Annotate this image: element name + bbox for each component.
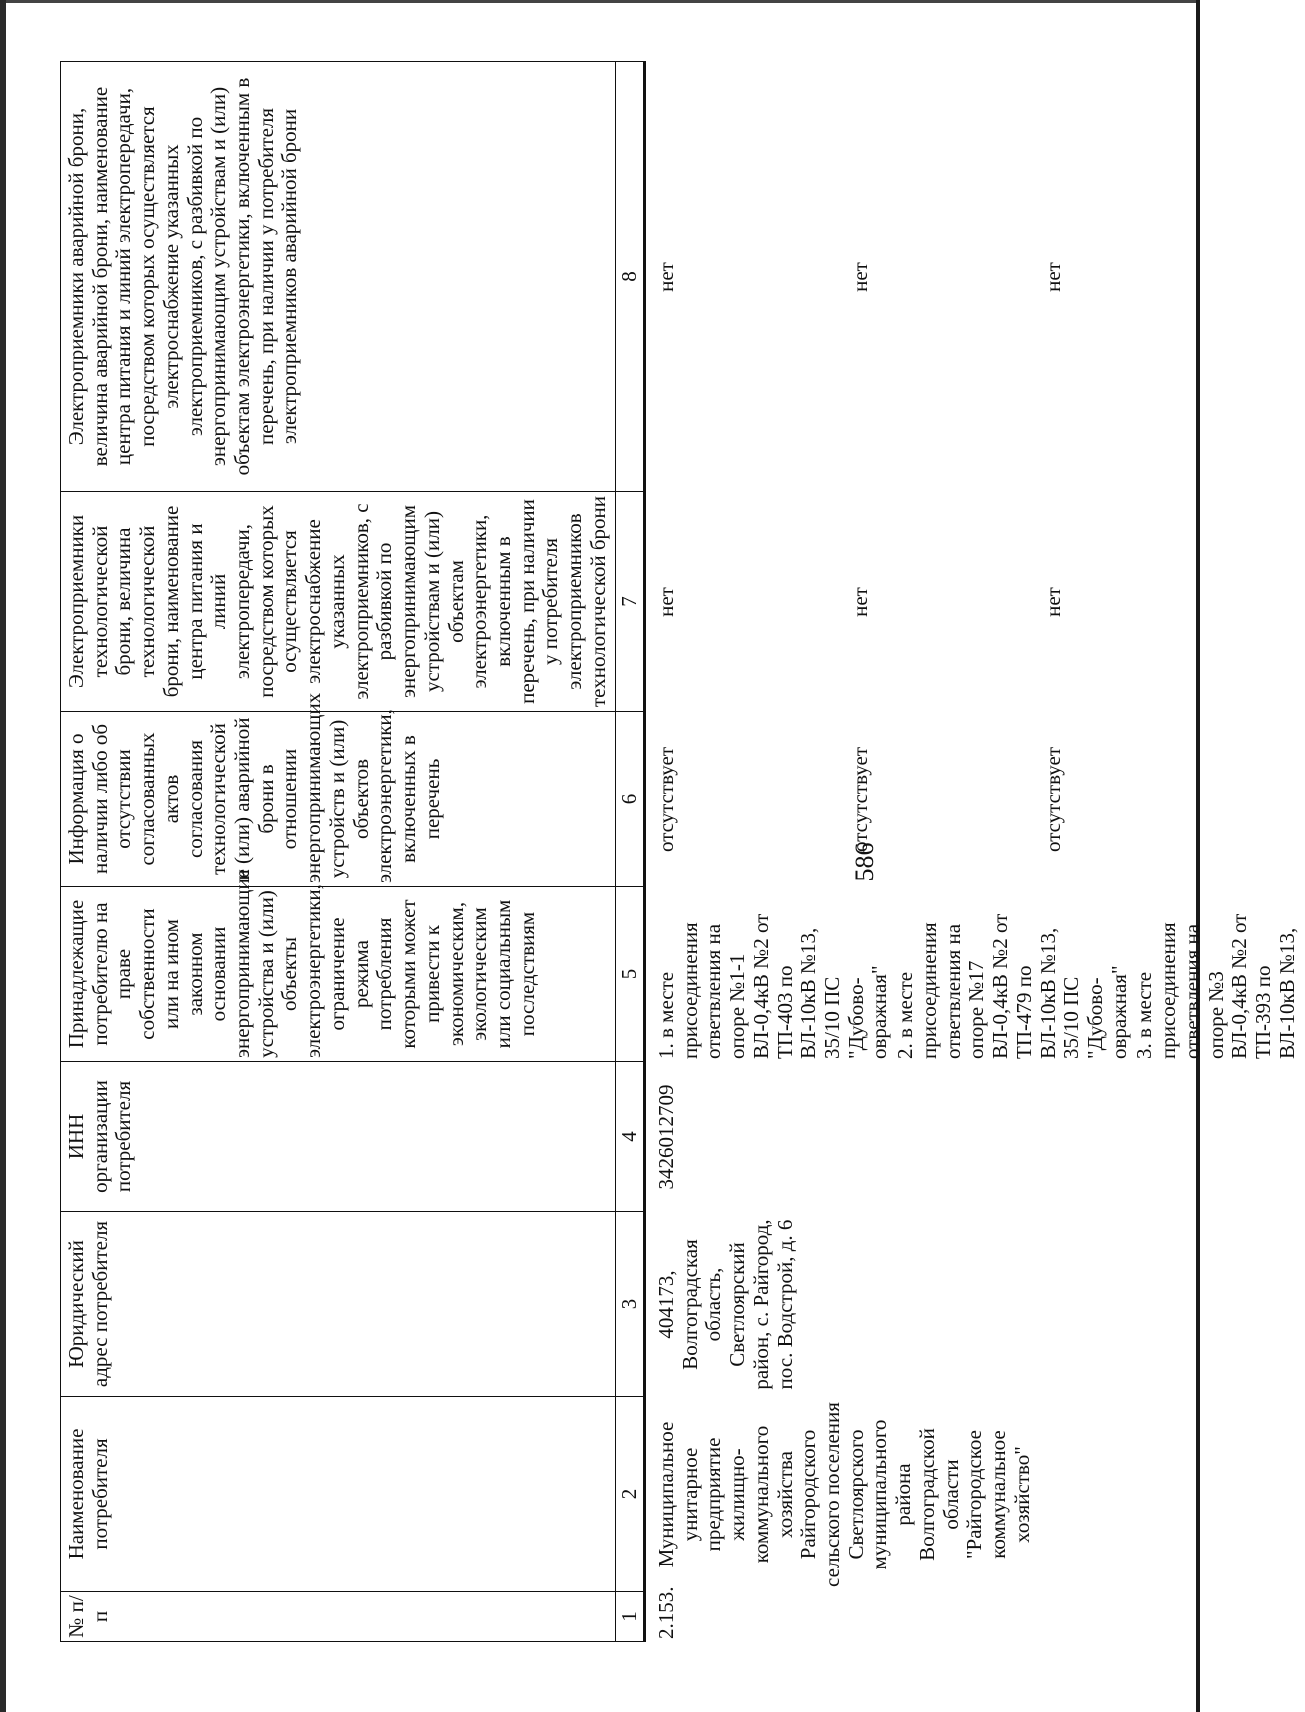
emergency-reserve-item: нет (1041, 262, 1066, 292)
header-cell: Информация о наличии либо об отсутствии согласованных актов согласования технологической и (или) аварийной брони в отношении энергопринимающих устройств и (или) объектов электроэнергетики, включенных в перечень (61, 712, 616, 887)
table-header (60, 61, 646, 1642)
devices-cell (651, 887, 1305, 1062)
header-cell: Электроприемники технологической брони, величина технологической брони, наименование центра питания и линий электропередачи, посредством которых осуществляется электроснабжение указанных электроприемников, с разбивкой по энергопринимающим устройствам и (или) объектам электроэнергетики, включенным в перечень, при наличии у потребителя электроприемников технологической брони (61, 492, 616, 712)
row-number: 2.153. (654, 1586, 678, 1639)
header-cell: Принадлежащие потребителю на праве собственности или на ином законном основании энергопринимающие устройства и (или) объекты электроэнергетики, ограничение режима потребления которыми может привести к экономическим, экологическим или социальным последствиям (61, 887, 616, 1062)
header-cell: Юридический адрес потребителя (61, 1212, 616, 1397)
tech-reserve-item: нет (1041, 587, 1066, 617)
column-number: 3 (615, 1212, 645, 1397)
table-body (651, 62, 1305, 1642)
device-item: 3. в месте присоединения ответвления на опоре №3 ВЛ-0,4кВ №2 от ТП-393 по ВЛ-10кВ №13, (1132, 913, 1299, 1059)
consumer-name: Муниципальное унитарное предприятие жилищно-коммунального хозяйства Райгородского сельского поселения Светлоярского муниципального района Волгоградской области "Райгородское коммунальное хозяйство" (654, 1402, 1034, 1587)
column-number: 8 (615, 62, 645, 492)
column-number: 5 (615, 887, 645, 1062)
tech-reserve-cell (651, 492, 1305, 712)
acts-item: отсутствует (1041, 746, 1066, 853)
device-item: 2. в месте присоединения ответвления на опоре №17 ВЛ-0,4кВ №2 от ТП-479 по ВЛ-10кВ №13, 35/10 ПС "Дубово-овражная" (893, 913, 1131, 1059)
emergency-reserve-cell (651, 62, 1305, 492)
acts-item: отсутствует (654, 746, 678, 853)
column-number-row (615, 62, 645, 1642)
legal-address: 404173, Волгоградская область, Светлоярский район, с. Райгород, пос. Водстрой, д. 6 (654, 1219, 797, 1390)
inn: 3426012709 (654, 1084, 678, 1190)
column-number: 6 (615, 712, 645, 887)
column-number: 7 (615, 492, 645, 712)
header-cell: Наименование потребителя (61, 1397, 616, 1592)
header-cell: Электроприемники аварийной брони, величина аварийной брони, наименование центра питания и линий электропередачи, посредством которых осуществляется электроснабжение указанных электроприемников, с разбивкой по энергопринимающим устройствам и (или) объектам электроэнергетики, включенным в перечень, при наличии у потребителя электроприемников аварийной брони (61, 62, 616, 492)
acts-cell (651, 712, 1305, 887)
tech-reserve-item: нет (654, 587, 678, 617)
acts-item: отсутствует (847, 746, 872, 853)
tech-reserve-item: нет (847, 587, 872, 617)
column-number: 4 (615, 1062, 645, 1212)
emergency-reserve-item: нет (654, 262, 678, 292)
emergency-reserve-item: нет (847, 262, 872, 292)
header-cell: ИНН организации потребителя (61, 1062, 616, 1212)
device-item: 1. в месте присоединения ответвления на опоре №1-1 ВЛ-0,4кВ №2 от ТП-403 по ВЛ-10кВ №13, 35/10 ПС "Дубово-овражная" (654, 913, 892, 1059)
column-number: 1 (615, 1592, 645, 1642)
page-number: 586 (850, 842, 879, 882)
header-row (61, 62, 616, 1642)
column-number: 2 (615, 1397, 645, 1592)
table-row (651, 62, 1305, 1642)
header-cell: № п/п (61, 1592, 616, 1642)
